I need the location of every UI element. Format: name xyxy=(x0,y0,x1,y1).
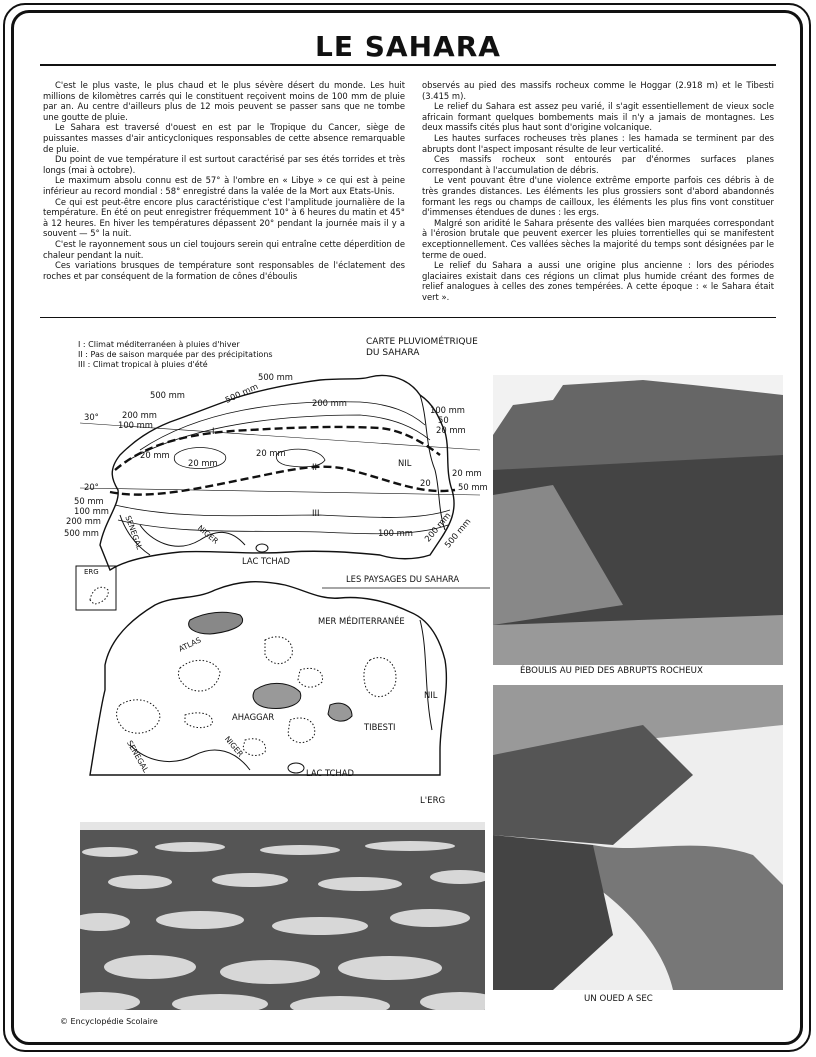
rain-map-title-2: DU SAHARA xyxy=(366,348,420,358)
copyright: © Encyclopédie Scolaire xyxy=(60,1017,158,1026)
paragraph: Du point de vue température il est surtout caractérisé par ses étés torrides et très longs (mai à octobre). xyxy=(43,154,405,175)
paragraph: Ce qui est peut-être encore plus caractéristique c'est l'amplitude journalière de la température. En été on peut enregistrer fréquemment 10° à 6 heures du matin et 45° à 12 heures. En hiver les températures dépassent 20° pendant la journée mais il y a souvent — 5° la nuit. xyxy=(43,196,405,239)
zone-label: II xyxy=(312,462,317,472)
isohyet-label: 20 mm xyxy=(436,425,466,435)
paragraph: Le maximum absolu connu est de 57° à l'ombre en « Libye » ce qui est à peine inférieur au record mondial : 58° enregistré dans la valée de la Mort aux Etats-Unis. xyxy=(43,175,405,196)
oued-photo xyxy=(493,685,783,990)
zone-label: I xyxy=(212,426,215,436)
isohyet-label: 500 mm xyxy=(442,516,473,550)
paragraph: Ces massifs rocheux sont entourés par d'énormes surfaces planes correspondant à l'accumulation de débris. xyxy=(422,154,774,175)
isohyet-label: 200 mm xyxy=(122,410,157,420)
paragraph: Le relief du Sahara a aussi une origine plus ancienne : lors des périodes glaciaires existait dans ces régions un climat plus humide créant des formes de relief analogues à celles des zones tempérées. A cette époque : « le Sahara était vert ». xyxy=(422,260,774,302)
erg-photo xyxy=(80,822,485,1010)
legend-item-2: II : Pas de saison marquée par des précipitations xyxy=(78,350,273,359)
legend-item-1: I : Climat méditerranéen à pluies d'hiver xyxy=(78,340,240,349)
isohyet-label: 200 mm xyxy=(312,398,347,408)
isohyet-label: 500 mm xyxy=(223,381,260,405)
paragraph: Malgré son aridité le Sahara présente des vallées bien marquées correspondant à l'érosion brutale que peuvent exercer les pluies torrentielles qui se manifestent exceptionnellement. Ces vallées sèches la majorité du temps sont désignées par le terme de oued. xyxy=(422,217,774,260)
eboulis-photo xyxy=(493,375,783,665)
page-title: LE SAHARA xyxy=(315,30,501,63)
isohyet-label: 100 mm xyxy=(430,405,465,415)
river-label-nil: NIL xyxy=(398,458,412,468)
isohyet-label: 100 mm xyxy=(378,528,413,538)
zone-label: III xyxy=(312,508,320,518)
isohyet-label: 100 mm xyxy=(74,506,109,516)
isohyet-label: 50 xyxy=(438,415,449,425)
sea-label: MER MÉDITERRANÉE xyxy=(318,616,405,626)
paragraph: Le vent pouvant être d'une violence extrême emporte parfois ces débris à de très grandes distances. Les éléments les plus grossiers sont d'abord abandonnés formant les regs ou champs de cailloux, les éléments les plus fins vont constituer d'immenses étendues de dunes : les ergs. xyxy=(422,175,774,218)
paragraph: C'est le rayonnement sous un ciel toujours serein qui entraîne cette déperdition de chaleur pendant la nuit. xyxy=(43,238,405,260)
isohyet-label: 100 mm xyxy=(118,420,153,430)
caption-eboulis: ÉBOULIS AU PIED DES ABRUPTS ROCHEUX xyxy=(520,666,703,676)
isohyet-label: 20 mm xyxy=(188,458,218,468)
paragraph: Le Sahara est traversé d'ouest en est par le Tropique du Cancer, siège de puissantes masses d'air anticycloniques responsables de cette absence remarquable de pluie. xyxy=(43,122,405,154)
river-label-senegal: SENEGAL xyxy=(124,738,151,775)
legend-item-3: III : Climat tropical à pluies d'été xyxy=(78,360,208,369)
latitude-label: 20° xyxy=(84,482,99,492)
isohyet-label: 200 mm xyxy=(66,516,101,526)
caption-erg: L'ERG xyxy=(420,796,446,806)
isohyet-label: 20 mm xyxy=(140,450,170,460)
paragraph: Ces variations brusques de température sont responsables de l'éclatement des roches et par conséquent de la formation de cônes d'éboulis xyxy=(43,260,405,281)
paragraph: Le relief du Sahara est assez peu varié, il s'agit essentiellement de vieux socle africain formant quelques bombements mais il n'y a jamais de montagnes. Les deux massifs cités plus haut sont d'origine volcanique. xyxy=(422,101,774,133)
isohyet-label: 20 mm xyxy=(452,468,482,478)
paragraph: C'est le plus vaste, le plus chaud et le plus sévère désert du monde. Les huit millions de kilomètres carrés qui le constituent reçoivent moins de 100 mm de pluie par an. Au centre d'ailleurs plus de 12 mois peuvent se passer sans que ne tombe une goutte de pluie. xyxy=(43,80,405,122)
river-label-niger: NIGER xyxy=(222,734,246,759)
isohyet-label: 20 mm xyxy=(256,448,286,458)
caption-oued: UN OUED A SEC xyxy=(584,994,653,1004)
lake-label: LAC TCHAD xyxy=(242,556,290,566)
isohyet-label: 50 mm xyxy=(458,482,488,492)
isohyet-label: 500 mm xyxy=(64,528,99,538)
rain-map-title: CARTE PLUVIOMÉTRIQUE xyxy=(366,337,478,347)
region-label-atlas: ATLAS xyxy=(177,635,203,654)
latitude-label: 30° xyxy=(84,412,99,422)
isohyet-label: 500 mm xyxy=(258,372,293,382)
isohyet-label: 500 mm xyxy=(150,390,185,400)
paragraph: observés au pied des massifs rocheux comme le Hoggar (2.918 m) et le Tibesti (3.415 m). xyxy=(422,80,774,101)
paragraph: Les hautes surfaces rocheuses très planes : les hamada se terminent par des abrupts dont l'aspect imposant résulte de leur verticalité. xyxy=(422,132,774,154)
isohyet-label: 50 mm xyxy=(74,496,104,506)
landscape-map-title: LES PAYSAGES DU SAHARA xyxy=(346,574,460,584)
isohyet-label: 20 xyxy=(420,478,431,488)
river-label-senegal: SENEGAL xyxy=(123,514,144,551)
lake-label: LAC TCHAD xyxy=(306,768,354,778)
erg-legend-label: ERG xyxy=(84,568,99,576)
river-label-niger: NIGER xyxy=(195,523,220,546)
isohyet-label: 200 mm xyxy=(422,510,453,544)
river-label-nil: NIL xyxy=(424,690,438,700)
region-label-ahaggar: AHAGGAR xyxy=(232,712,275,722)
region-label-tibesti: TIBESTI xyxy=(364,722,396,732)
